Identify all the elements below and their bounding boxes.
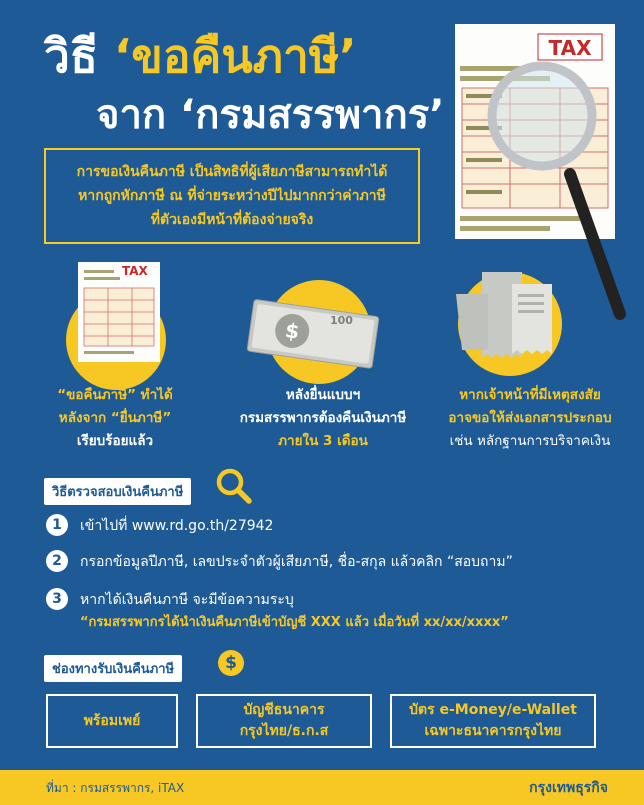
title-prefix: วิธี [44, 29, 98, 83]
column-2-line-3: ภายใน 3 เดือน [278, 433, 368, 449]
column-2-text [208, 384, 438, 453]
intro-line-1: การขอเงินคืนภาษี เป็นสิทธิที่ผู้เสียภาษีสามารถทำได้ [76, 164, 388, 180]
footer-brand: กรุงเทพธุรกิจ [529, 780, 608, 796]
intro-line-2: หากถูกหักภาษี ณ ที่จ่ายระหว่างปีไปมากกว่าค่าภาษี [78, 188, 386, 204]
channel-option-3-line-2: เฉพาะธนาคารกรุงไทย [424, 723, 562, 739]
column-3-line-2: อาจขอให้ส่งเอกสารประกอบ [448, 410, 612, 426]
column-3-line-1: หากเจ้าหน้าที่มีเหตุสงสัย [459, 387, 601, 403]
magnifier-icon [214, 466, 254, 506]
step-3-text: หากได้เงินคืนภาษี จะมีข้อความระบุ [80, 592, 294, 608]
channel-option-2-line-2: กรุงไทย/ธ.ก.ส [239, 723, 329, 739]
channel-option-3-line-1: บัตร e-Money/e-Wallet [409, 702, 577, 718]
tax-form-label: TAX [122, 264, 148, 278]
step-3-number: 3 [46, 588, 68, 610]
step-2-text: กรอกข้อมูลปีภาษี, เลขประจำตัวผู้เสียภาษี, ชื่อ-สกุล แล้วคลิก “สอบถาม” [80, 554, 513, 570]
step-1-text: เข้าไปที่ www.rd.go.th/27942 [80, 518, 274, 534]
step-3-quote: “กรมสรรพากรได้นำเงินคืนภาษีเข้าบัญชี XXX แล้ว เมื่อวันที่ xx/xx/xxxx” [80, 615, 509, 630]
title-line-2: จาก ‘กรมสรรพากร’ [96, 92, 445, 138]
column-3-text [424, 384, 636, 453]
column-3-line-3: เช่น หลักฐานการบริจาคเงิน [449, 433, 611, 449]
banknote-value: 100 [330, 314, 353, 327]
intro-box [44, 148, 420, 244]
column-1-line-3: เรียบร้อยแล้ว [76, 433, 154, 449]
column-1-line-1: “ขอคืนภาษี” ทำได้ [57, 387, 173, 403]
channel-option-promptpay [46, 694, 178, 748]
channel-option-e-wallet [390, 694, 596, 748]
footer-source: ที่มา : กรมสรรพากร, iTAX [46, 781, 185, 795]
step-2-number: 2 [46, 550, 68, 572]
check-section-label: วิธีตรวจสอบเงินคืนภาษี [44, 478, 191, 505]
column-1-line-2: หลังจาก “ยื่นภาษี” [58, 410, 172, 426]
column-2-line-2: กรมสรรพากรต้องคืนเงินภาษี [239, 410, 407, 426]
banknote-illustration [244, 294, 384, 374]
step-1-number: 1 [46, 514, 68, 536]
tax-heading: TAX [548, 36, 592, 60]
channel-option-1-line-1: พร้อมเพย์ [83, 712, 141, 729]
dollar-coin-icon: $ [218, 650, 244, 676]
receipts-illustration [452, 258, 562, 368]
tax-form-illustration [78, 262, 160, 362]
title-highlight: ‘ขอคืนภาษี’ [113, 29, 357, 83]
intro-line-3: ที่ตัวเองมีหน้าที่ต้องจ่ายจริง [150, 212, 314, 228]
column-1-text [20, 384, 210, 453]
channel-option-2-line-1: บัญชีธนาคาร [243, 702, 325, 718]
footer-bar [0, 770, 644, 805]
channel-option-bank-account [196, 694, 372, 748]
channel-section-label: ช่องทางรับเงินคืนภาษี [44, 655, 182, 682]
svg-text:$: $ [283, 318, 301, 344]
column-2-line-1: หลังยื่นแบบฯ [285, 387, 361, 403]
